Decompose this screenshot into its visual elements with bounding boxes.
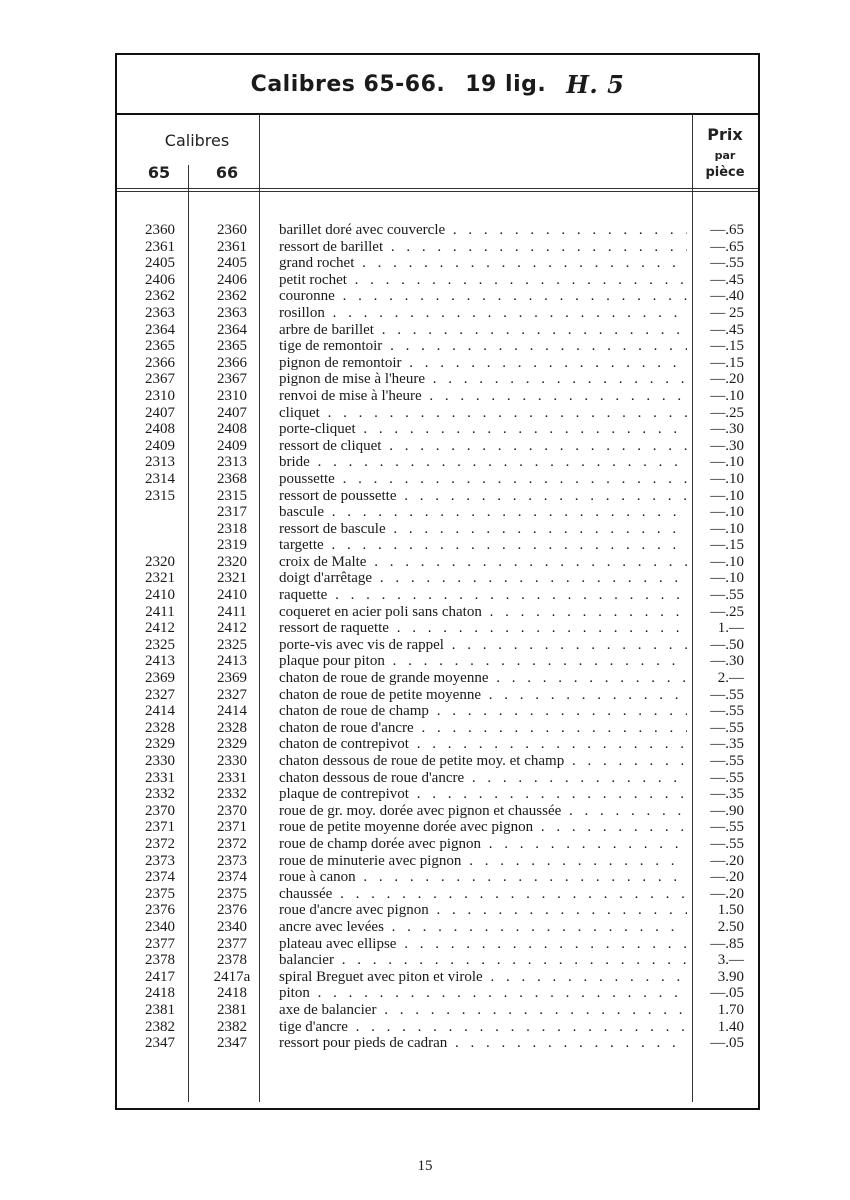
calibre-66-number: 2374 [217,869,247,886]
calibre-65-number: 2413 [145,653,175,670]
unit-price: 1.70 [717,1001,744,1018]
unit-price: —.30 [710,653,744,670]
calibre-66-number: 2327 [217,686,247,703]
calibre-66-number: 2364 [217,321,247,338]
part-description: chaton dessous de roue de petite moy. et champ . . . [279,753,687,770]
part-description: chaton de roue d'ancre . . . [279,720,687,737]
table-row [117,239,758,256]
calibre-66-number: 2340 [217,918,247,935]
part-description: plaque pour piton . . . [279,653,687,670]
table-row [117,919,758,936]
table-row [117,819,758,836]
part-description: balancier . . . [279,952,687,969]
part-description: ressort de raquette . . . [279,620,687,637]
calibre-65-number: 2367 [145,371,175,388]
part-description: grand rochet . . . [279,255,687,272]
table-row [117,985,758,1002]
calibre-66-number: 2376 [217,902,247,919]
table-row [117,803,758,820]
header-par: par [714,149,736,162]
calibre-66-number: 2365 [217,338,247,355]
calibre-66-number: 2381 [217,1001,247,1018]
calibre-66-number: 2321 [217,570,247,587]
part-description: pignon de remontoir . . . [279,355,687,372]
calibre-66-number: 2408 [217,421,247,438]
unit-price: —.55 [710,686,744,703]
part-description: barillet doré avec couvercle . . . [279,222,687,239]
calibre-66-number: 2407 [217,404,247,421]
table-row [117,421,758,438]
calibre-65-number: 2315 [145,487,175,504]
part-description: roue de gr. moy. dorée avec pignon et chaussée . . . [279,803,687,820]
table-row [117,504,758,521]
part-description: porte-cliquet . . . [279,421,687,438]
table-row [117,471,758,488]
unit-price: 3.— [717,952,744,969]
part-description: tige d'ancre . . . [279,1019,687,1036]
calibre-65-number: 2329 [145,736,175,753]
calibre-66-number: 2377 [217,935,247,952]
table-row [117,1019,758,1036]
calibre-65-number: 2321 [145,570,175,587]
calibre-65-number: 2374 [145,869,175,886]
part-description: ressort pour pieds de cadran . . . [279,1035,687,1052]
calibre-66-number: 2317 [217,504,247,521]
calibre-66-number: 2315 [217,487,247,504]
unit-price: —.10 [710,520,744,537]
table-row [117,388,758,405]
unit-price: 3.90 [717,968,744,985]
unit-price: —.55 [710,769,744,786]
header-prix: Prix [707,125,743,144]
unit-price: —.15 [710,537,744,554]
calibre-65-number: 2382 [145,1018,175,1035]
part-description: plaque de contrepivot . . . [279,786,687,803]
unit-price: —.10 [710,570,744,587]
calibre-65-number: 2360 [145,222,175,238]
part-description: ressort de barillet . . . [279,239,687,256]
unit-price: —.25 [710,404,744,421]
calibre-66-number: 2329 [217,736,247,753]
table-row [117,936,758,953]
calibre-65-number: 2366 [145,354,175,371]
parts-list [117,222,758,1052]
price-table-frame [115,53,760,1110]
calibre-65-number: 2310 [145,387,175,404]
unit-price: —.15 [710,354,744,371]
calibre-66-number: 2325 [217,636,247,653]
part-description: coqueret en acier poli sans chaton . . . [279,604,687,621]
table-row [117,438,758,455]
calibre-66-number: 2418 [217,985,247,1002]
part-description: chaton dessous de roue d'ancre . . . [279,770,687,787]
unit-price: —.30 [710,437,744,454]
unit-price: —.35 [710,736,744,753]
unit-price: 2.50 [717,918,744,935]
table-row [117,554,758,571]
calibre-65-number: 2381 [145,1001,175,1018]
part-description: croix de Malte . . . [279,554,687,571]
calibre-66-number: 2363 [217,304,247,321]
calibre-66-number: 2405 [217,255,247,272]
calibre-65-number: 2361 [145,238,175,255]
table-row [117,653,758,670]
part-description: raquette . . . [279,587,687,604]
calibre-65-number: 2373 [145,852,175,869]
table-row [117,869,758,886]
table-row [117,786,758,803]
calibre-65-number: 2364 [145,321,175,338]
unit-price: —.25 [710,603,744,620]
calibre-66-number: 2412 [217,620,247,637]
calibre-65-number: 2313 [145,454,175,471]
calibre-66-number: 2411 [217,603,247,620]
calibre-65-number: 2370 [145,802,175,819]
table-row [117,521,758,538]
part-description: ressort de cliquet . . . [279,438,687,455]
calibre-66-number: 2318 [217,520,247,537]
part-description: cliquet . . . [279,405,687,422]
calibre-65-number: 2331 [145,769,175,786]
part-description: chaton de contrepivot . . . [279,736,687,753]
calibre-66-number: 2331 [217,769,247,786]
calibre-65-number: 2410 [145,587,175,604]
calibre-65-number: 2406 [145,271,175,288]
calibre-66-number: 2367 [217,371,247,388]
calibre-66-number: 2328 [217,719,247,736]
table-row [117,703,758,720]
calibre-65-number: 2418 [145,985,175,1002]
calibre-65-number: 2414 [145,703,175,720]
header-double-rule [117,188,758,192]
unit-price: —.20 [710,852,744,869]
calibre-65-number: 2369 [145,670,175,687]
table-row [117,770,758,787]
calibre-65-number: 2411 [145,603,175,620]
calibre-66-number: 2332 [217,786,247,803]
unit-price: —.45 [710,321,744,338]
calibre-65-number: 2372 [145,835,175,852]
header-calibres: Calibres [164,131,230,150]
table-row [117,604,758,621]
unit-price: —.55 [710,703,744,720]
title-size: 19 lig. [465,71,547,97]
table-row [117,305,758,322]
calibre-65-number: 2412 [145,620,175,637]
calibre-65-number: 2371 [145,819,175,836]
calibre-66-number: 2370 [217,802,247,819]
unit-price: —.10 [710,487,744,504]
table-row [117,322,758,339]
calibre-66-number: 2406 [217,271,247,288]
header-col-66: 66 [215,163,239,182]
calibre-66-number: 2417a [213,968,251,985]
header-piece: pièce [705,165,745,180]
unit-price: —.90 [710,802,744,819]
table-row [117,371,758,388]
table-row [117,886,758,903]
calibre-66-number: 2409 [217,437,247,454]
table-row [117,405,758,422]
unit-price: —.55 [710,719,744,736]
part-description: pignon de mise à l'heure . . . [279,371,687,388]
part-description: tige de remontoir . . . [279,338,687,355]
table-row [117,736,758,753]
calibre-65-number: 2377 [145,935,175,952]
table-row [117,687,758,704]
unit-price: —.55 [710,255,744,272]
unit-price: —.55 [710,819,744,836]
part-description: ressort de bascule . . . [279,521,687,538]
unit-price: —.55 [710,835,744,852]
table-row [117,969,758,986]
part-description: porte-vis avec vis de rappel . . . [279,637,687,654]
calibre-65-number: 2320 [145,553,175,570]
unit-price: —.10 [710,470,744,487]
calibre-65-number: 2363 [145,304,175,321]
unit-price: —.40 [710,288,744,305]
part-description: piton . . . [279,985,687,1002]
table-row [117,288,758,305]
part-description: roue de champ dorée avec pignon . . . [279,836,687,853]
header-col-65: 65 [147,163,171,182]
calibre-66-number: 2361 [217,238,247,255]
part-description: roue à canon . . . [279,869,687,886]
unit-price: 1.40 [717,1018,744,1035]
table-row [117,355,758,372]
calibre-66-number: 2413 [217,653,247,670]
calibre-65-number: 2378 [145,952,175,969]
unit-price: —.50 [710,636,744,653]
unit-price: —.65 [710,238,744,255]
unit-price: —.10 [710,387,744,404]
part-description: bascule . . . [279,504,687,521]
table-row [117,338,758,355]
table-row [117,587,758,604]
calibre-65-number: 2328 [145,719,175,736]
table-row [117,255,758,272]
part-description: ressort de poussette . . . [279,488,687,505]
calibre-66-number: 2313 [217,454,247,471]
calibre-65-number: 2375 [145,885,175,902]
calibre-66-number: 2362 [217,288,247,305]
part-description: renvoi de mise à l'heure . . . [279,388,687,405]
calibre-65-number: 2347 [145,1035,175,1052]
calibre-66-number: 2320 [217,553,247,570]
unit-price: —.10 [710,553,744,570]
part-description: plateau avec ellipse . . . [279,936,687,953]
calibre-66-number: 2319 [217,537,247,554]
table-row [117,1035,758,1052]
calibre-65-number: 2376 [145,902,175,919]
page-title [117,55,758,115]
part-description: chaton de roue de petite moyenne . . . [279,687,687,704]
calibre-66-number: 2368 [217,470,247,487]
unit-price: —.05 [710,1035,744,1052]
table-row [117,272,758,289]
unit-price: —.30 [710,421,744,438]
unit-price: —.85 [710,935,744,952]
calibre-66-number: 2360 [217,222,247,238]
calibre-66-number: 2382 [217,1018,247,1035]
part-description: bride . . . [279,454,687,471]
unit-price: 1.— [717,620,744,637]
unit-price: —.35 [710,786,744,803]
unit-price: —.20 [710,885,744,902]
unit-price: —.65 [710,222,744,238]
table-row [117,454,758,471]
table-row [117,753,758,770]
part-description: chaton de roue de champ . . . [279,703,687,720]
table-row [117,1002,758,1019]
unit-price: —.15 [710,338,744,355]
calibre-66-number: 2414 [217,703,247,720]
unit-price: —.20 [710,869,744,886]
unit-price: 2.— [717,670,744,687]
table-row [117,670,758,687]
calibre-66-number: 2369 [217,670,247,687]
unit-price: —.20 [710,371,744,388]
calibre-65-number: 2407 [145,404,175,421]
calibre-65-number: 2327 [145,686,175,703]
page-number: 15 [417,1158,433,1174]
calibre-66-number: 2347 [217,1035,247,1052]
unit-price: —.45 [710,271,744,288]
table-row [117,488,758,505]
table-row [117,620,758,637]
unit-price: 1.50 [717,902,744,919]
calibre-65-number: 2409 [145,437,175,454]
part-description: arbre de barillet . . . [279,322,687,339]
calibre-65-number: 2417 [145,968,175,985]
table-row [117,570,758,587]
unit-price: —.55 [710,587,744,604]
table-row [117,537,758,554]
calibre-66-number: 2366 [217,354,247,371]
calibre-66-number: 2373 [217,852,247,869]
calibre-65-number: 2405 [145,255,175,272]
part-description: poussette . . . [279,471,687,488]
part-description: rosillon . . . [279,305,687,322]
unit-price: —.55 [710,753,744,769]
calibre-65-number: 2325 [145,636,175,653]
calibre-65-number: 2362 [145,288,175,305]
calibre-66-number: 2310 [217,387,247,404]
calibre-66-number: 2330 [217,753,247,769]
part-description: chaussée . . . [279,886,687,903]
calibre-65-number: 2330 [145,753,175,769]
table-row [117,222,758,239]
calibre-65-number: 2332 [145,786,175,803]
calibre-66-number: 2371 [217,819,247,836]
table-row [117,853,758,870]
part-description: petit rochet . . . [279,272,687,289]
table-row [117,720,758,737]
table-row [117,952,758,969]
unit-price: —.10 [710,454,744,471]
part-description: doigt d'arrêtage . . . [279,570,687,587]
part-description: chaton de roue de grande moyenne . . . [279,670,687,687]
unit-price: —.10 [710,504,744,521]
calibre-66-number: 2372 [217,835,247,852]
calibre-66-number: 2378 [217,952,247,969]
table-row [117,836,758,853]
calibre-65-number: 2314 [145,470,175,487]
title-mark: H. 5 [566,69,625,99]
part-description: axe de balancier . . . [279,1002,687,1019]
part-description: spiral Breguet avec piton et virole . . . [279,969,687,986]
part-description: roue de minuterie avec pignon . . . [279,853,687,870]
part-description: roue d'ancre avec pignon . . . [279,902,687,919]
calibre-66-number: 2375 [217,885,247,902]
calibre-65-number: 2340 [145,918,175,935]
unit-price: — 25 [710,304,744,321]
part-description: targette . . . [279,537,687,554]
part-description: ancre avec levées . . . [279,919,687,936]
part-description: roue de petite moyenne dorée avec pignon . . . [279,819,687,836]
part-description: couronne . . . [279,288,687,305]
table-row [117,902,758,919]
calibre-66-number: 2410 [217,587,247,604]
unit-price: —.05 [710,985,744,1002]
table-row [117,637,758,654]
calibre-65-number: 2408 [145,421,175,438]
calibre-65-number: 2365 [145,338,175,355]
title-calibres: Calibres 65-66. [250,71,446,97]
